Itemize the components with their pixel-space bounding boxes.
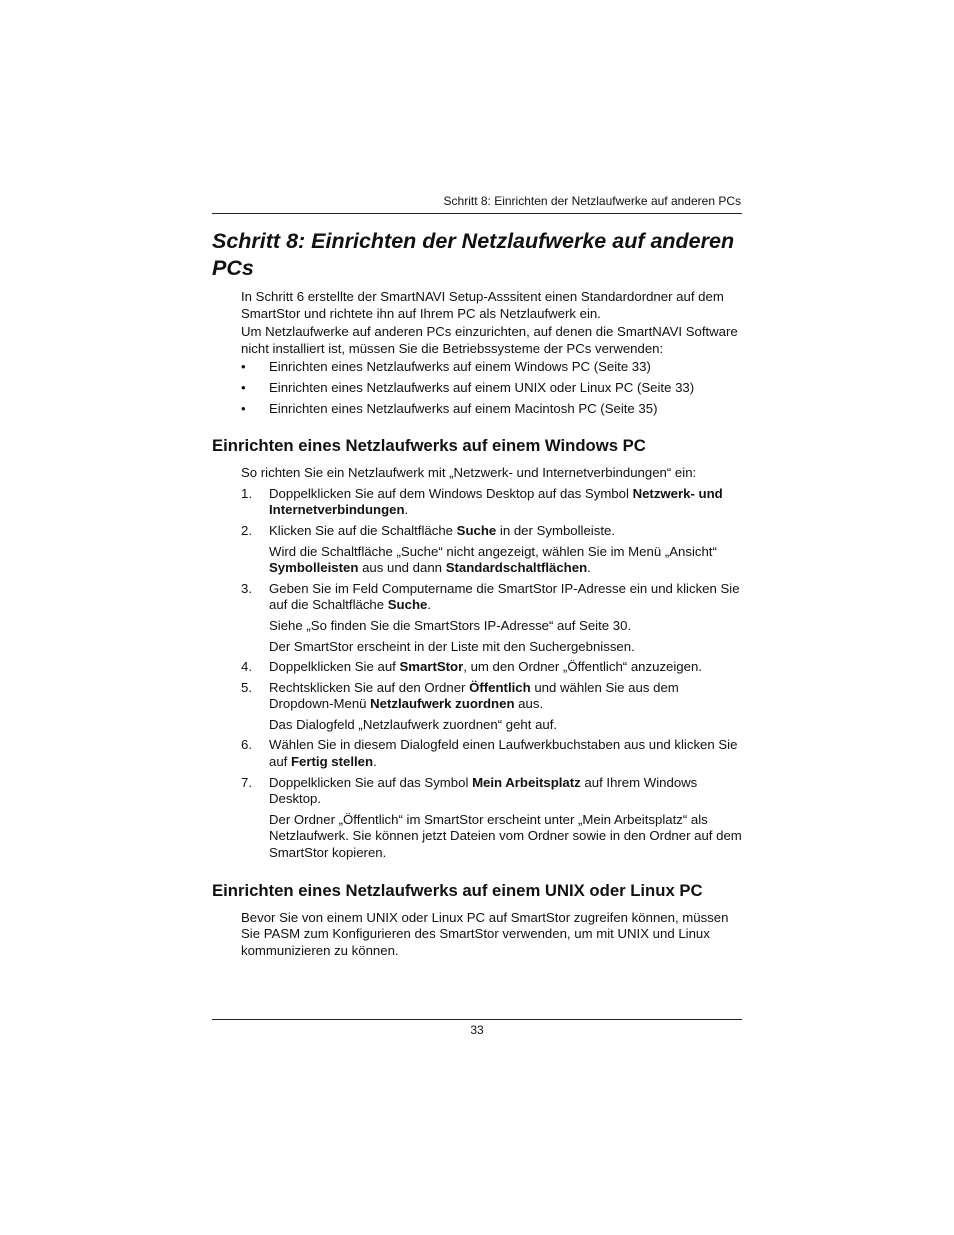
footer-rule xyxy=(212,1019,742,1020)
windows-steps-list xyxy=(212,581,742,614)
section-heading-unix: Einrichten eines Netzlaufwerks auf einem UNIX oder Linux PC xyxy=(212,880,703,900)
header-rule xyxy=(212,213,742,214)
step-number: 4. xyxy=(241,659,252,675)
list-item xyxy=(212,401,742,418)
step-item: 1. Doppelklicken Sie auf dem Windows Desktop auf das Symbol Netzwerk- und Internetverbindungen. xyxy=(241,485,723,518)
step-note: Der SmartStor erscheint in der Liste mit den Suchergebnissen. xyxy=(269,638,635,654)
step-number: 6. xyxy=(241,737,252,753)
step-item: 6. Wählen Sie in diesem Dialogfeld einen Laufwerkbuchstaben aus und klicken Sie auf Fertig stellen. xyxy=(241,737,738,770)
step-item: 2. Klicken Sie auf die Schaltfläche Suche in der Symbolleiste. xyxy=(241,522,615,538)
list-item xyxy=(212,380,742,397)
step-note: Das Dialogfeld „Netzlaufwerk zuordnen“ geht auf. xyxy=(269,716,558,732)
step-note: Wird die Schaltfläche „Suche“ nicht angezeigt, wählen Sie im Menü „Ansicht“ Symbolleisten aus und dann Standardschaltflächen. xyxy=(269,543,717,576)
section-lead: So richten Sie ein Netzlaufwerk mit „Netzwerk- und Internetverbindungen“ ein: xyxy=(241,465,697,481)
step-number: 7. xyxy=(241,774,252,790)
windows-steps-list xyxy=(212,486,742,540)
step-number: 1. xyxy=(241,485,252,501)
step-item: 7. Doppelklicken Sie auf das Symbol Mein Arbeitsplatz auf Ihrem Windows Desktop. xyxy=(241,774,698,807)
step-note: Der Ordner „Öffentlich“ im SmartStor erscheint unter „Mein Arbeitsplatz“ als Netzlaufwerk. Sie können jetzt Dateien vom Ordner sowie in den Ordner auf dem SmartStor kopieren. xyxy=(269,811,742,861)
section-heading-windows: Einrichten eines Netzlaufwerks auf einem Windows PC xyxy=(212,436,646,456)
step-number: 5. xyxy=(241,679,252,695)
step-note: Siehe „So finden Sie die SmartStors IP-Adresse“ auf Seite 30. xyxy=(269,617,632,633)
step-number: 3. xyxy=(241,580,252,596)
section-body: Bevor Sie von einem UNIX oder Linux PC auf SmartStor zugreifen können, müssen Sie PASM zum Konfigurieren des SmartStor verwenden, um mit UNIX und Linux kommunizieren zu können. xyxy=(241,909,729,958)
list-item-text: Einrichten eines Netzlaufwerks auf einem UNIX oder Linux PC (Seite 33) xyxy=(269,379,695,395)
bullet-icon: • xyxy=(241,400,246,416)
bullet-icon: • xyxy=(241,379,246,395)
step-item: 5. Rechtsklicken Sie auf den Ordner Öffentlich und wählen Sie aus dem Dropdown-Menü Netzlaufwerk zuordnen aus. xyxy=(241,679,679,712)
list-item xyxy=(212,359,742,376)
list-item-text: Einrichten eines Netzlaufwerks auf einem Macintosh PC (Seite 35) xyxy=(269,400,658,416)
windows-steps-list xyxy=(212,659,742,713)
windows-steps-list xyxy=(212,737,742,807)
intro-paragraph: In Schritt 6 erstellte der SmartNAVI Setup-Asssitent einen Standardordner auf dem SmartStor und richtete ihn auf Ihrem PC als Netzlaufwerk ein. xyxy=(241,289,724,321)
intro-paragraph: Um Netzlaufwerke auf anderen PCs einzurichten, auf denen die SmartNAVI Software nicht installiert ist, müssen Sie die Betriebssysteme der PCs verwenden: xyxy=(241,324,738,356)
bullet-icon: • xyxy=(241,359,246,375)
page-number: 33 xyxy=(470,1023,484,1037)
step-number: 2. xyxy=(241,522,252,538)
step-item: 4. Doppelklicken Sie auf SmartStor, um den Ordner „Öffentlich“ anzuzeigen. xyxy=(241,659,702,675)
page-title: Schritt 8: Einrichten der Netzlaufwerke auf anderen PCs xyxy=(212,229,735,280)
page-content xyxy=(212,228,742,959)
list-item-text: Einrichten eines Netzlaufwerks auf einem Windows PC (Seite 33) xyxy=(269,359,651,375)
running-header: Schritt 8: Einrichten der Netzlaufwerke auf anderen PCs xyxy=(443,194,741,208)
cross-reference-list xyxy=(212,359,742,417)
step-item: 3. Geben Sie im Feld Computername die SmartStor IP-Adresse ein und klicken Sie auf die Schaltfläche Suche. xyxy=(241,580,740,613)
